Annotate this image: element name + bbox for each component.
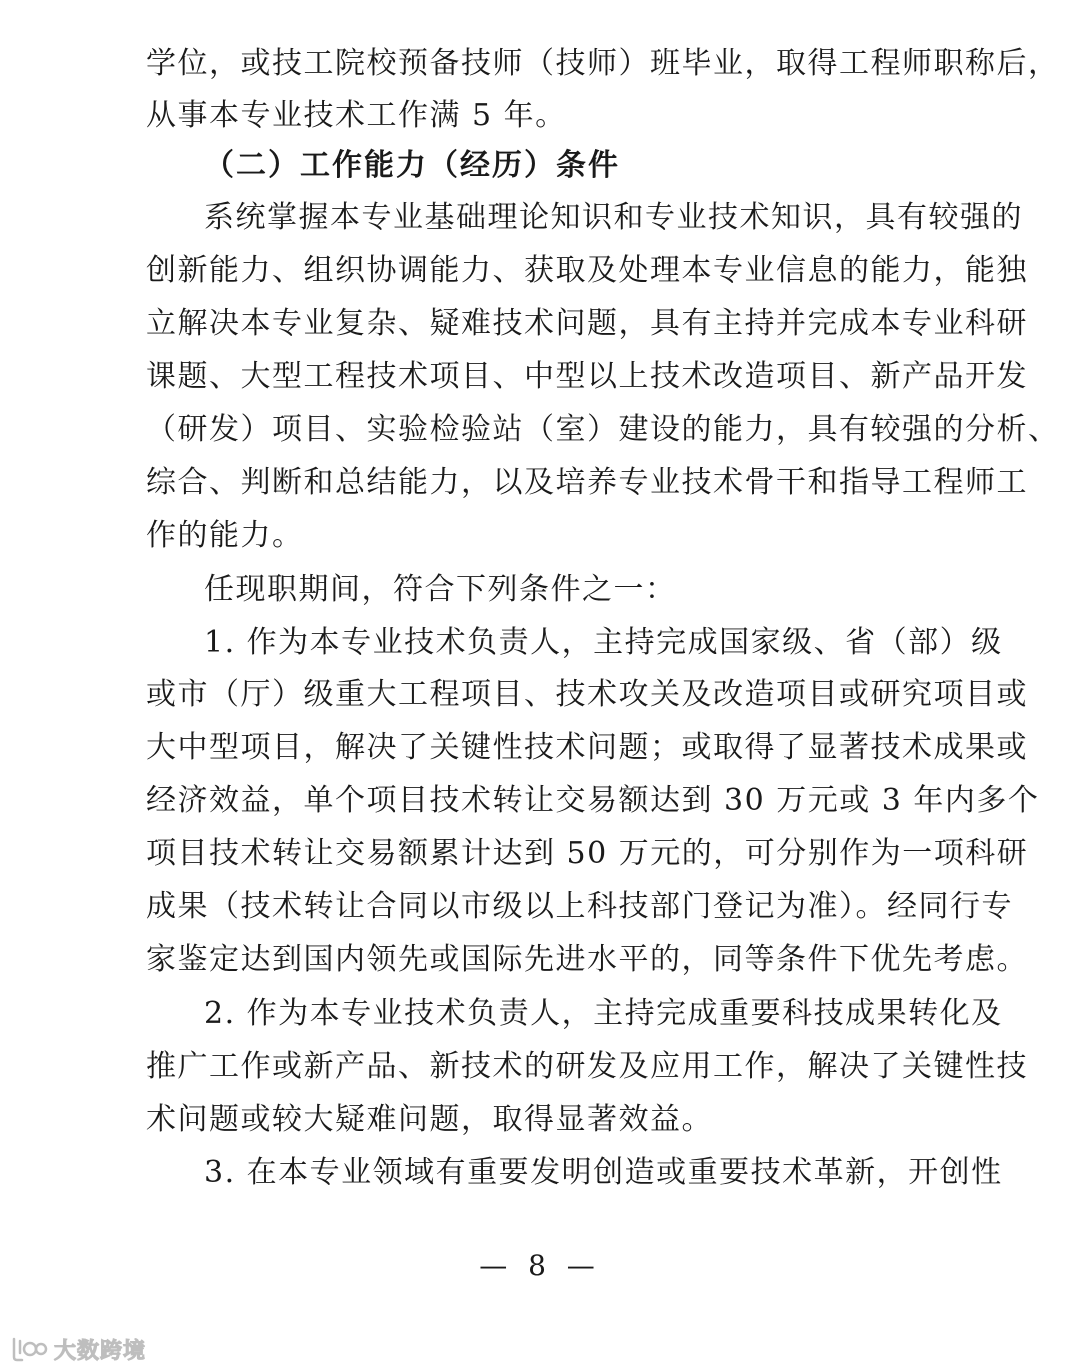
text-line-9: 综合、判断和总结能力，以及培养专业技术骨干和指导工程师工	[146, 465, 1028, 500]
text-line-17: 成果（技术转让合同以市级以上科技部门登记为准）。经同行专	[146, 889, 1013, 924]
text-line-10: 作的能力。	[146, 518, 304, 553]
text-line-2: 从事本专业技术工作满 5 年。	[146, 98, 567, 133]
brand-logo-icon	[8, 1335, 48, 1363]
text-line-20: 推广工作或新产品、新技术的研发及应用工作，解决了关键性技	[146, 1049, 1028, 1084]
text-line-13: 或市（厅）级重大工程项目、技术攻关及改造项目或研究项目或	[146, 677, 1028, 712]
text-line-4: 系统掌握本专业基础理论知识和专业技术知识，具有较强的	[204, 200, 1023, 235]
watermark	[8, 1334, 146, 1364]
section-heading: （二）工作能力（经历）条件	[204, 148, 620, 183]
text-line-5: 创新能力、组织协调能力、获取及处理本专业信息的能力，能独	[146, 253, 1028, 288]
text-line-7: 课题、大型工程技术项目、中型以上技术改造项目、新产品开发	[146, 359, 1028, 394]
text-line-1: 学位，或技工院校预备技师（技师）班毕业，取得工程师职称后，	[146, 46, 1060, 81]
text-line-21: 术问题或较大疑难问题，取得显著效益。	[146, 1102, 713, 1137]
list-item-3-start: 3. 在本专业领域有重要发明创造或重要技术革新，开创性	[204, 1155, 1003, 1190]
watermark-text: 大数跨境	[54, 1338, 147, 1364]
text-line-14: 大中型项目，解决了关键性技术问题；或取得了显著技术成果或	[146, 730, 1028, 765]
text-line-15: 经济效益，单个项目技术转让交易额达到 30 万元或 3 年内多个	[146, 783, 1040, 818]
page-number: — 8 —	[479, 1249, 601, 1282]
text-line-6: 立解决本专业复杂、疑难技术问题，具有主持并完成本专业科研	[146, 306, 1028, 341]
text-line-11: 任现职期间，符合下列条件之一：	[204, 572, 677, 607]
text-line-16: 项目技术转让交易额累计达到 50 万元的，可分别作为一项科研	[146, 836, 1029, 871]
text-line-8: （研发）项目、实验检验站（室）建设的能力，具有较强的分析、	[146, 412, 1060, 447]
list-item-2-start: 2. 作为本专业技术负责人，主持完成重要科技成果转化及	[204, 996, 1003, 1031]
text-line-18: 家鉴定达到国内领先或国际先进水平的，同等条件下优先考虑。	[146, 942, 1028, 977]
list-item-1-start: 1. 作为本专业技术负责人，主持完成国家级、省（部）级	[204, 625, 1003, 660]
